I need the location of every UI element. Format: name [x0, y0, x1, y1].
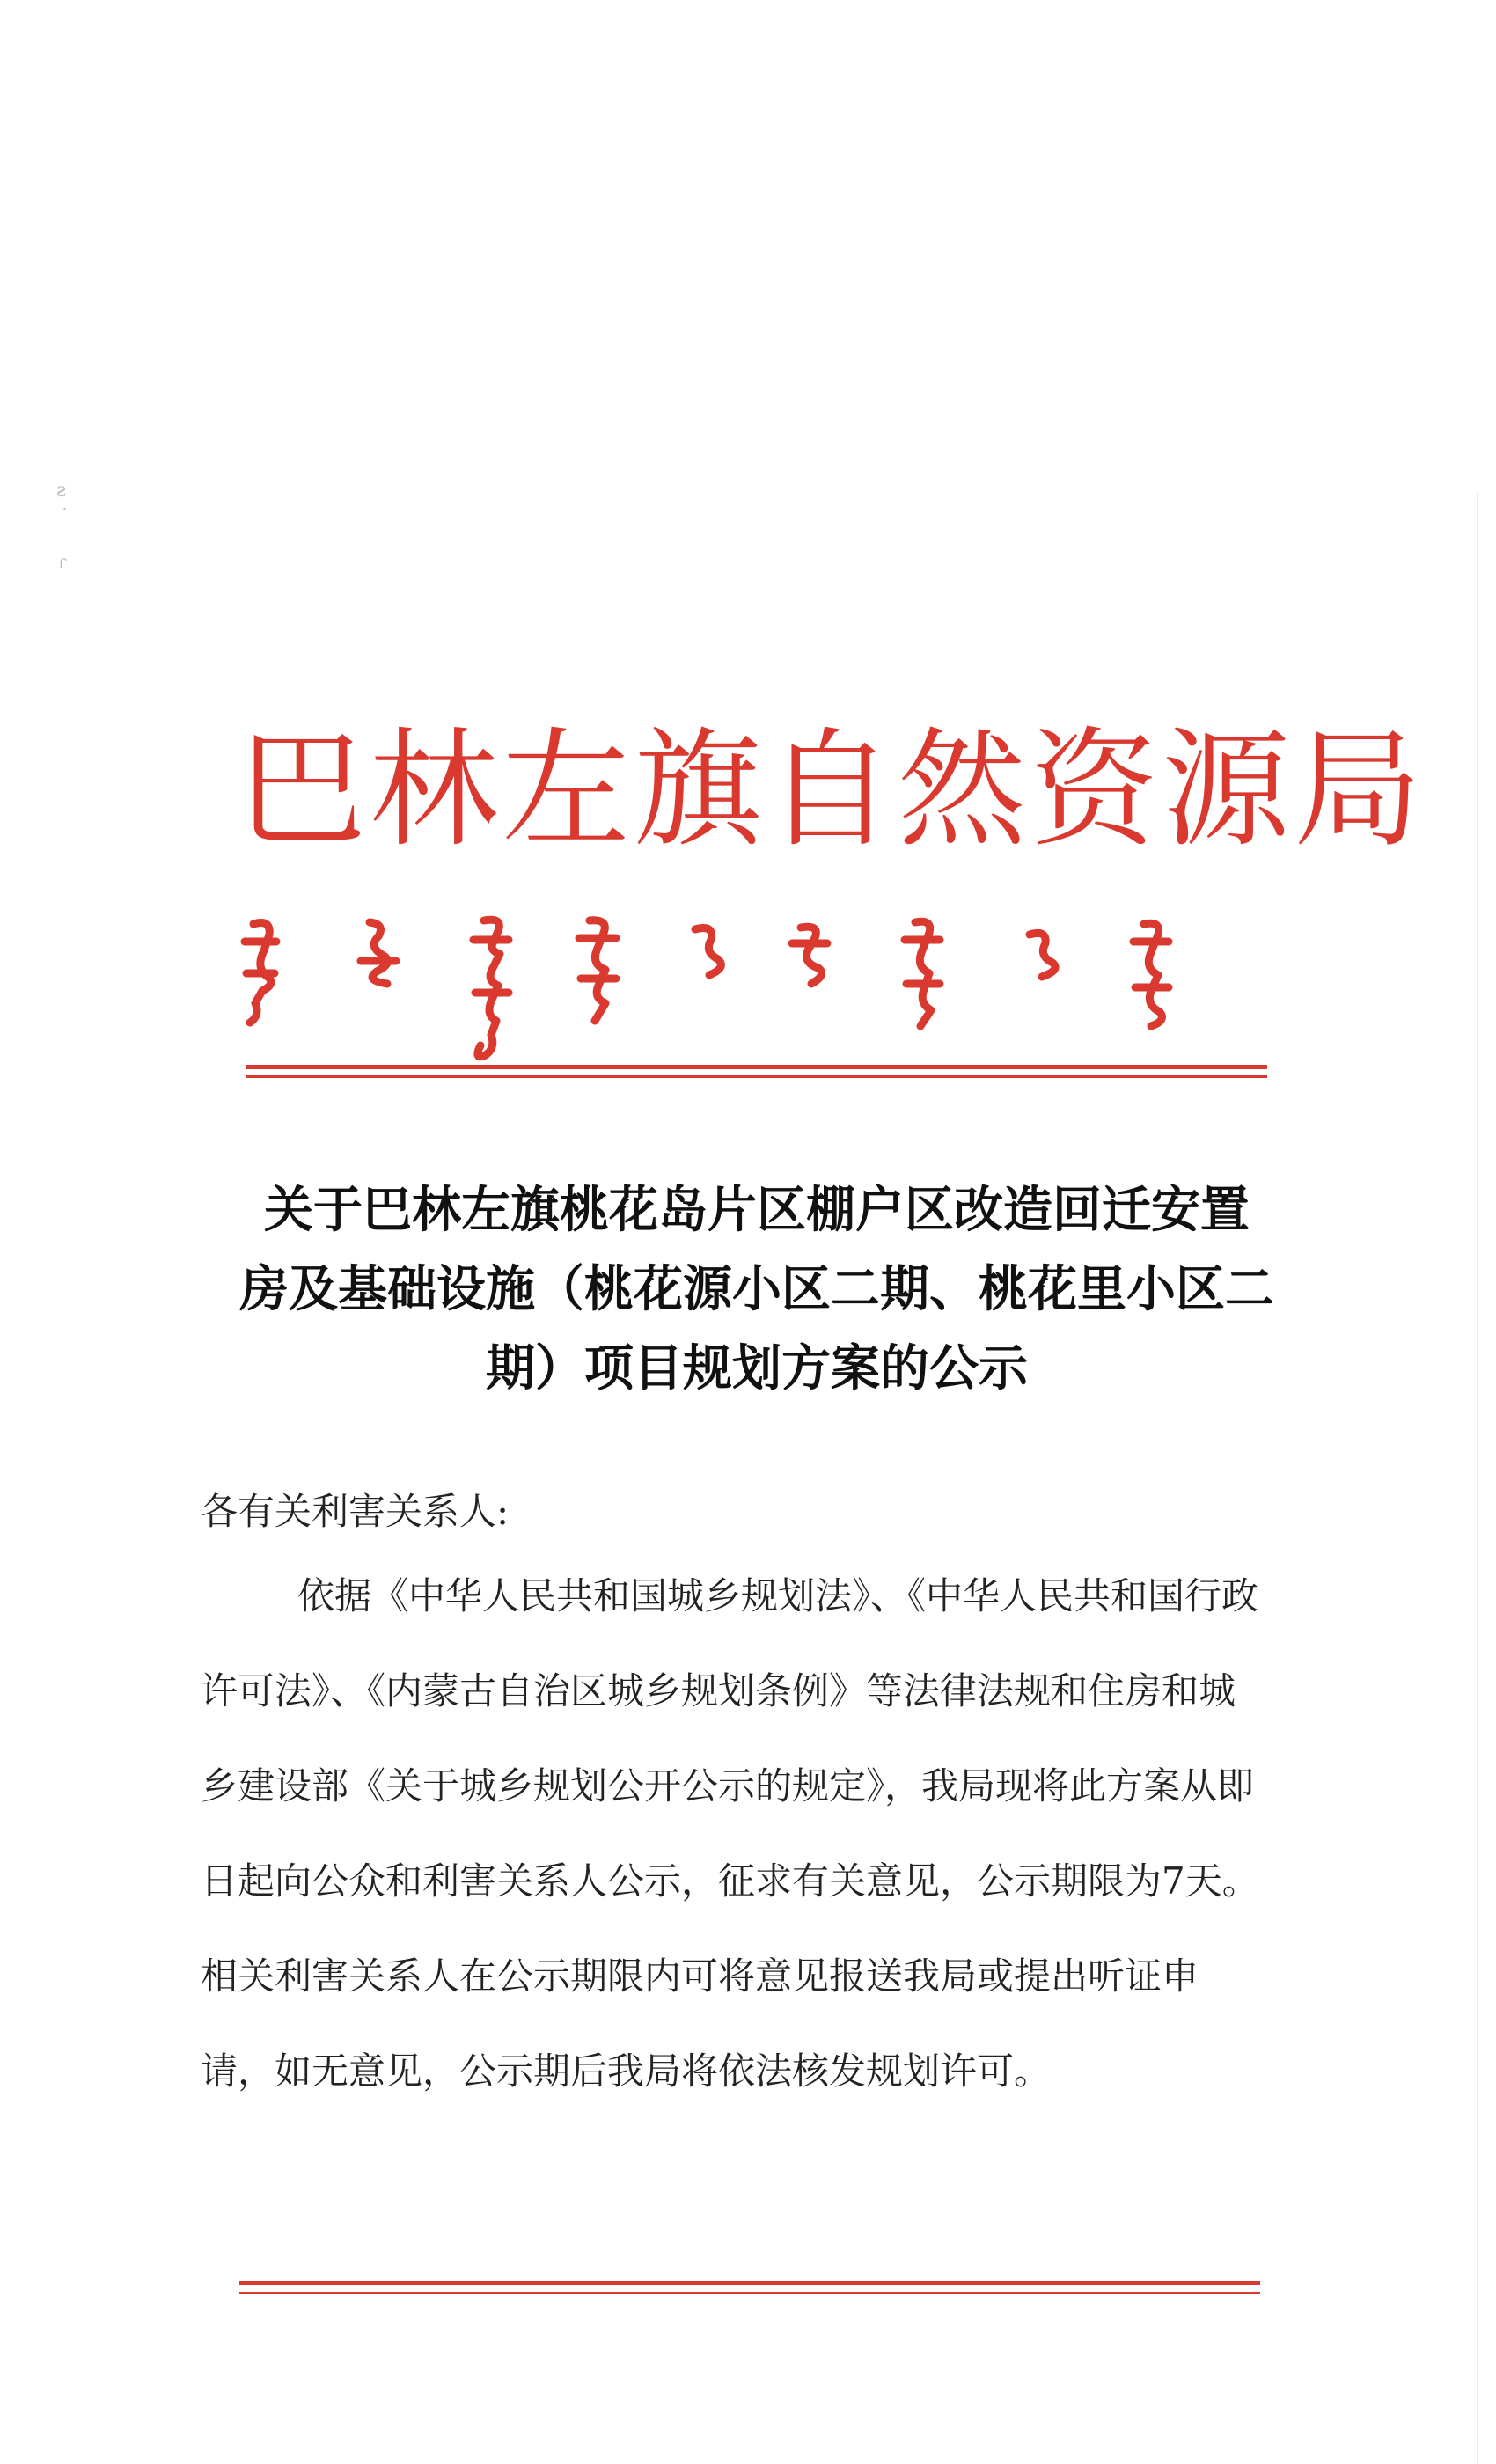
letterhead-rule-bottom [246, 1075, 1267, 1078]
body-line: 相关利害关系人在公示期限内可将意见报送我局或提出听证申 [201, 1954, 1199, 1998]
notice-title-line: 期）项目规划方案的公示 [486, 1339, 1028, 1397]
body-line: 依据《中华人民共和国城乡规划法》、《中华人民共和国行政 [297, 1574, 1259, 1617]
notice-title-line: 房及基础设施（桃花源小区二期、桃花里小区二 [239, 1260, 1274, 1318]
body-line: 日起向公众和利害关系人公示，征求有关意见，公示期限为7天。 [201, 1859, 1259, 1903]
scan-artifact-marks: ƨ ˙ ɾ [56, 480, 70, 574]
mongolian-script-org-name [229, 889, 1276, 1065]
body-line: 乡建设部《关于城乡规划公开公示的规定》，我局现将此方案从即 [201, 1764, 1255, 1808]
letterhead-rule-top [246, 1065, 1267, 1069]
notice-title [185, 1170, 1329, 1408]
footer-rule-top [239, 2281, 1260, 2285]
letterhead-org-name: 巴林左旗自然资源局 [238, 715, 1426, 865]
notice-body [201, 1570, 1309, 2140]
footer-rule-bottom [239, 2292, 1260, 2294]
greeting: 各有关利害关系人: [201, 1490, 510, 1533]
notice-title-line: 关于巴林左旗桃花岛片区棚户区改造回迁安置 [264, 1181, 1250, 1239]
body-line: 请，如无意见，公示期后我局将依法核发规划许可。 [201, 2050, 1052, 2093]
scan-edge-line [1477, 493, 1478, 2464]
body-line: 许可法》、《内蒙古自治区城乡规划条例》等法律法规和住房和城 [201, 1669, 1236, 1712]
